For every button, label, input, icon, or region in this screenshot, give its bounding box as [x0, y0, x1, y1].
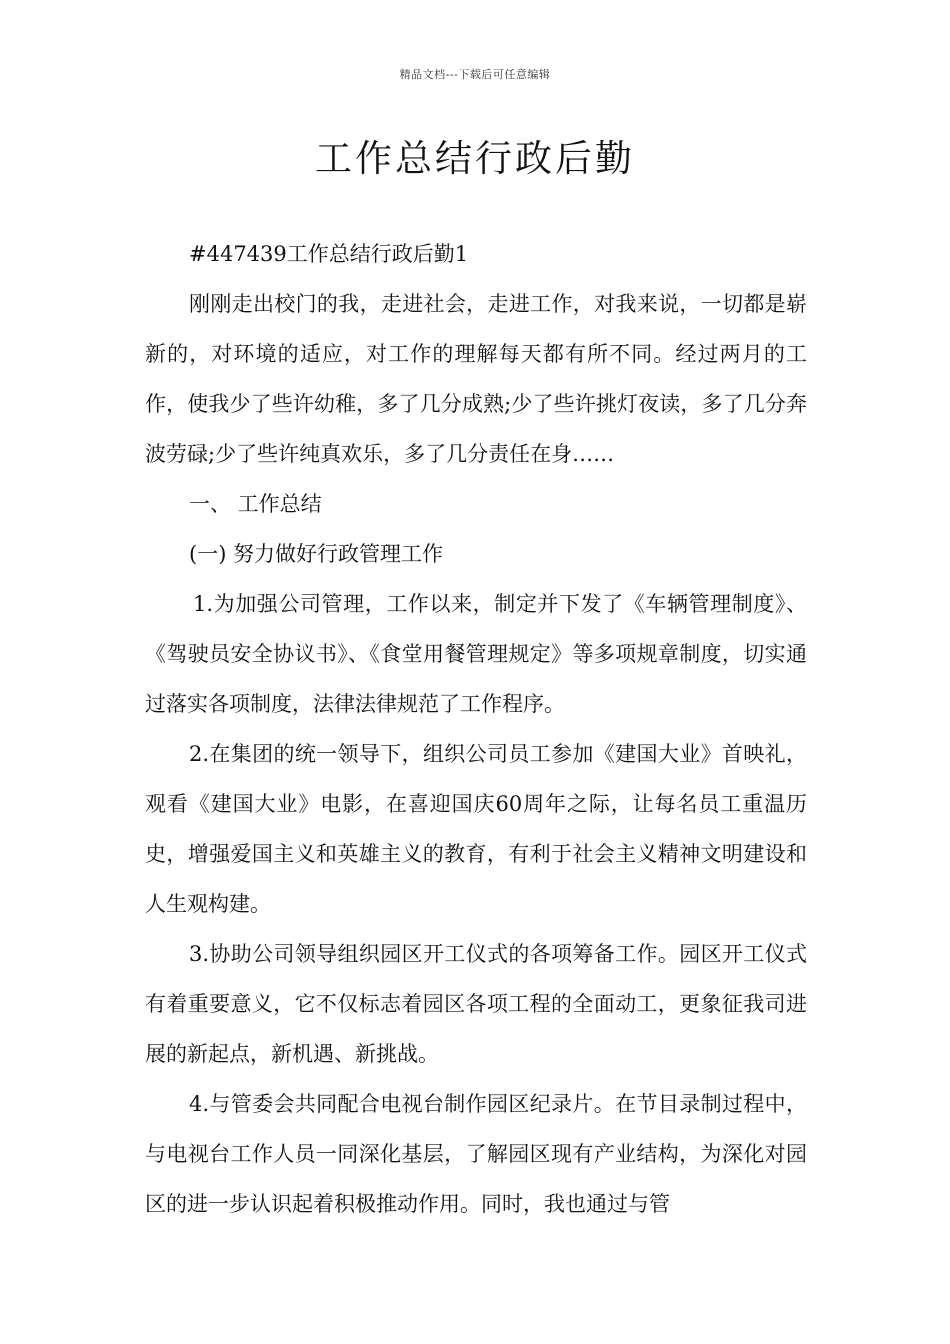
- paragraph-item-3: 3.协助公司领导组织园区开工仪式的各项筹备工作。园区开工仪式有着重要意义，它不仅标志着园区各项工程的全面动工，更象征我司进展的新起点，新机遇、新挑战。: [145, 942, 807, 1066]
- document-title: 工作总结行政后勤: [315, 137, 635, 180]
- paragraph-item-1: 1.为加强公司管理，工作以来，制定并下发了《车辆管理制度》、《驾驶员安全协议书》、《食堂用餐管理规定》等多项规章制度，切实通过落实各项制度，法律法律规范了工作程序。: [145, 592, 807, 716]
- subsection-heading-admin: (一) 努力做好行政管理工作: [189, 542, 444, 566]
- document-body: [145, 229, 807, 1229]
- header-note: 精品文档---下载后可任意编辑: [399, 68, 551, 81]
- paragraph-item-4: 4.与管委会共同配合电视台制作园区纪录片。在节目录制过程中，与电视台工作人员一同深化基层，了解园区现有产业结构，为深化对园区的进一步认识起着积极推动作用。同时，我也通过与管: [145, 1092, 807, 1216]
- paragraph-item-2: 2.在集团的统一领导下，组织公司员工参加《建国大业》首映礼，观看《建国大业》电影，在喜迎国庆60周年之际，让每名员工重温历史，增强爱国主义和英雄主义的教育，有利于社会主义精神文明建设和人生观构建。: [145, 742, 807, 916]
- section-heading-summary: 一、 工作总结: [189, 492, 322, 516]
- document-code-heading: #447439工作总结行政后勤1: [189, 242, 469, 266]
- intro-paragraph: 刚刚走出校门的我，走进社会，走进工作，对我来说，一切都是崭新的，对环境的适应，对工作的理解每天都有所不同。经过两月的工作，使我少了些许幼稚，多了几分成熟;少了些许挑灯夜读，多了几分奔波劳碌;少了些许纯真欢乐，多了几分责任在身……: [145, 292, 807, 466]
